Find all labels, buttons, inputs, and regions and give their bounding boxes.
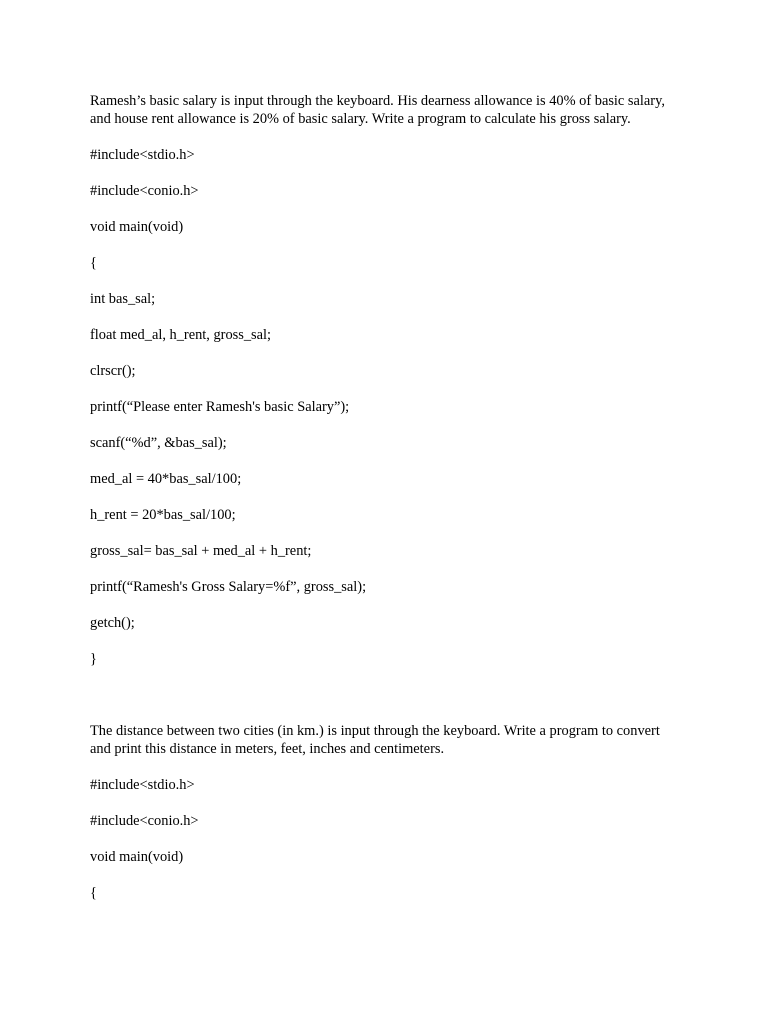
code-line: float med_al, h_rent, gross_sal; bbox=[90, 327, 272, 343]
problem-statement: The distance between two cities (in km.) is input through the keyboard. Write a program to convert and print this distance in meters, feet, inches and centimeters. bbox=[90, 723, 660, 757]
code-line: h_rent = 20*bas_sal/100; bbox=[90, 507, 236, 523]
code-line: clrscr(); bbox=[90, 363, 136, 379]
code-line: #include<conio.h> bbox=[90, 183, 199, 199]
code-line: #include<stdio.h> bbox=[90, 147, 195, 163]
code-line: gross_sal= bas_sal + med_al + h_rent; bbox=[90, 543, 312, 559]
code-line: scanf(“%d”, &bas_sal); bbox=[90, 435, 227, 451]
code-line: med_al = 40*bas_sal/100; bbox=[90, 471, 242, 487]
code-line: { bbox=[90, 255, 97, 271]
problem-section bbox=[90, 722, 680, 902]
problem-statement: Ramesh’s basic salary is input through the keyboard. His dearness allowance is 40% of basic salary, and house rent allowance is 20% of basic salary. Write a program to calculate his gross salary. bbox=[90, 93, 665, 127]
code-line: #include<conio.h> bbox=[90, 813, 199, 829]
code-line: { bbox=[90, 885, 97, 901]
code-line: printf(“Please enter Ramesh's basic Salary”); bbox=[90, 399, 350, 415]
code-line: void main(void) bbox=[90, 219, 184, 235]
code-line: #include<stdio.h> bbox=[90, 777, 195, 793]
code-line: } bbox=[90, 651, 97, 667]
problem-section bbox=[90, 92, 680, 668]
code-line: void main(void) bbox=[90, 849, 184, 865]
page-content bbox=[90, 92, 680, 902]
code-line: printf(“Ramesh's Gross Salary=%f”, gross_sal); bbox=[90, 579, 367, 595]
code-line: getch(); bbox=[90, 615, 135, 631]
code-line: int bas_sal; bbox=[90, 291, 156, 307]
